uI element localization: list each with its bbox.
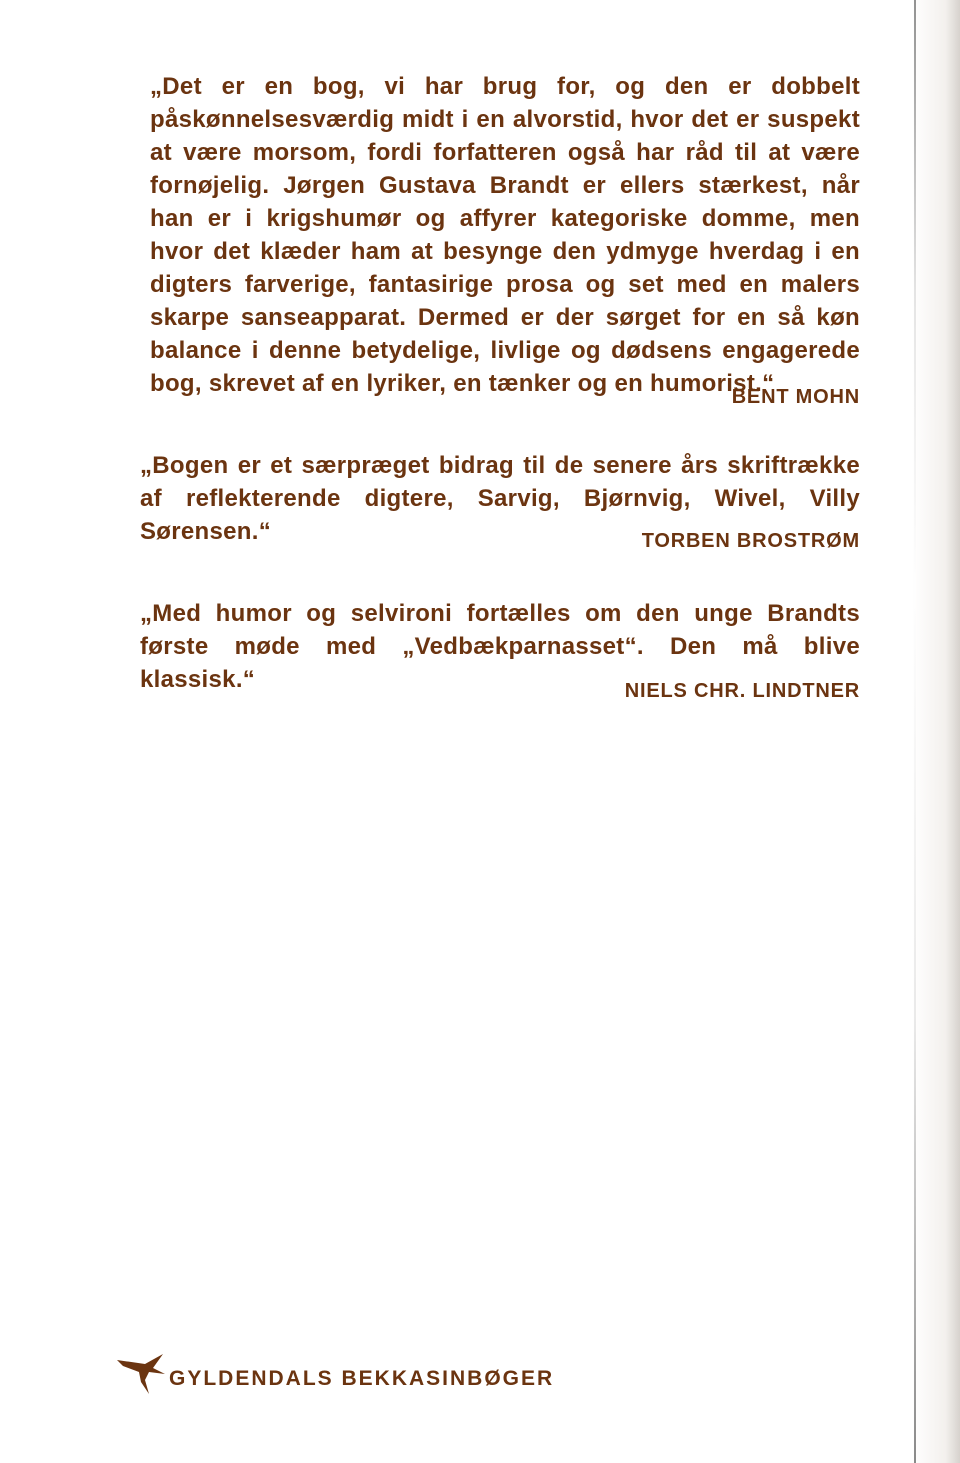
bird-logo-icon xyxy=(115,1352,167,1396)
review-niels-chr-lindtner xyxy=(140,597,860,703)
review-torben-brostrom xyxy=(140,449,860,553)
back-cover-text xyxy=(140,70,860,703)
review-author: TORBEN BROSTRØM xyxy=(641,530,860,552)
review-quote: „Det er en bog, vi har brug for, og den er dobbelt påskønnelsesværdig midt i en alvorstid, hvor det er suspekt at være morsom, fordi forfatteren også har råd til at være fornøjelig. Jørgen Gustava Brandt er ellers stærkest, når han er i krigshumør og affyrer kategoriske domme, men hvor det klæder ham at besynge den ydmyge hverdag i en digters farverige, fantasirige prosa og set med en malers skarpe sanseapparat. Dermed er der sørget for en så køn balance i denne betydelige, livlige og dødsens engagerede bog, skrevet af en lyriker, en tænker og en humorist.“ xyxy=(150,73,860,397)
page-edge-shadow xyxy=(912,0,960,1463)
page-edge-line xyxy=(914,0,916,1463)
review-quote: „Med humor og selvironi fortælles om den unge Brandts første møde med „Vedbækparnasset“. Den må blive klassisk.“ xyxy=(140,600,860,693)
publisher-name: GYLDENDALS BEKKASINBØGER xyxy=(169,1367,555,1390)
review-author: BENT MOHN xyxy=(731,386,860,408)
review-quote: „Bogen er et særpræget bidrag til de senere års skriftrække af reflekterende digtere, Sarvig, Bjørnvig, Wivel, Villy Sørensen.“ xyxy=(140,452,860,545)
review-bent-mohn xyxy=(140,70,860,409)
publisher-mark xyxy=(115,1352,554,1396)
review-author: NIELS CHR. LINDTNER xyxy=(624,680,860,702)
